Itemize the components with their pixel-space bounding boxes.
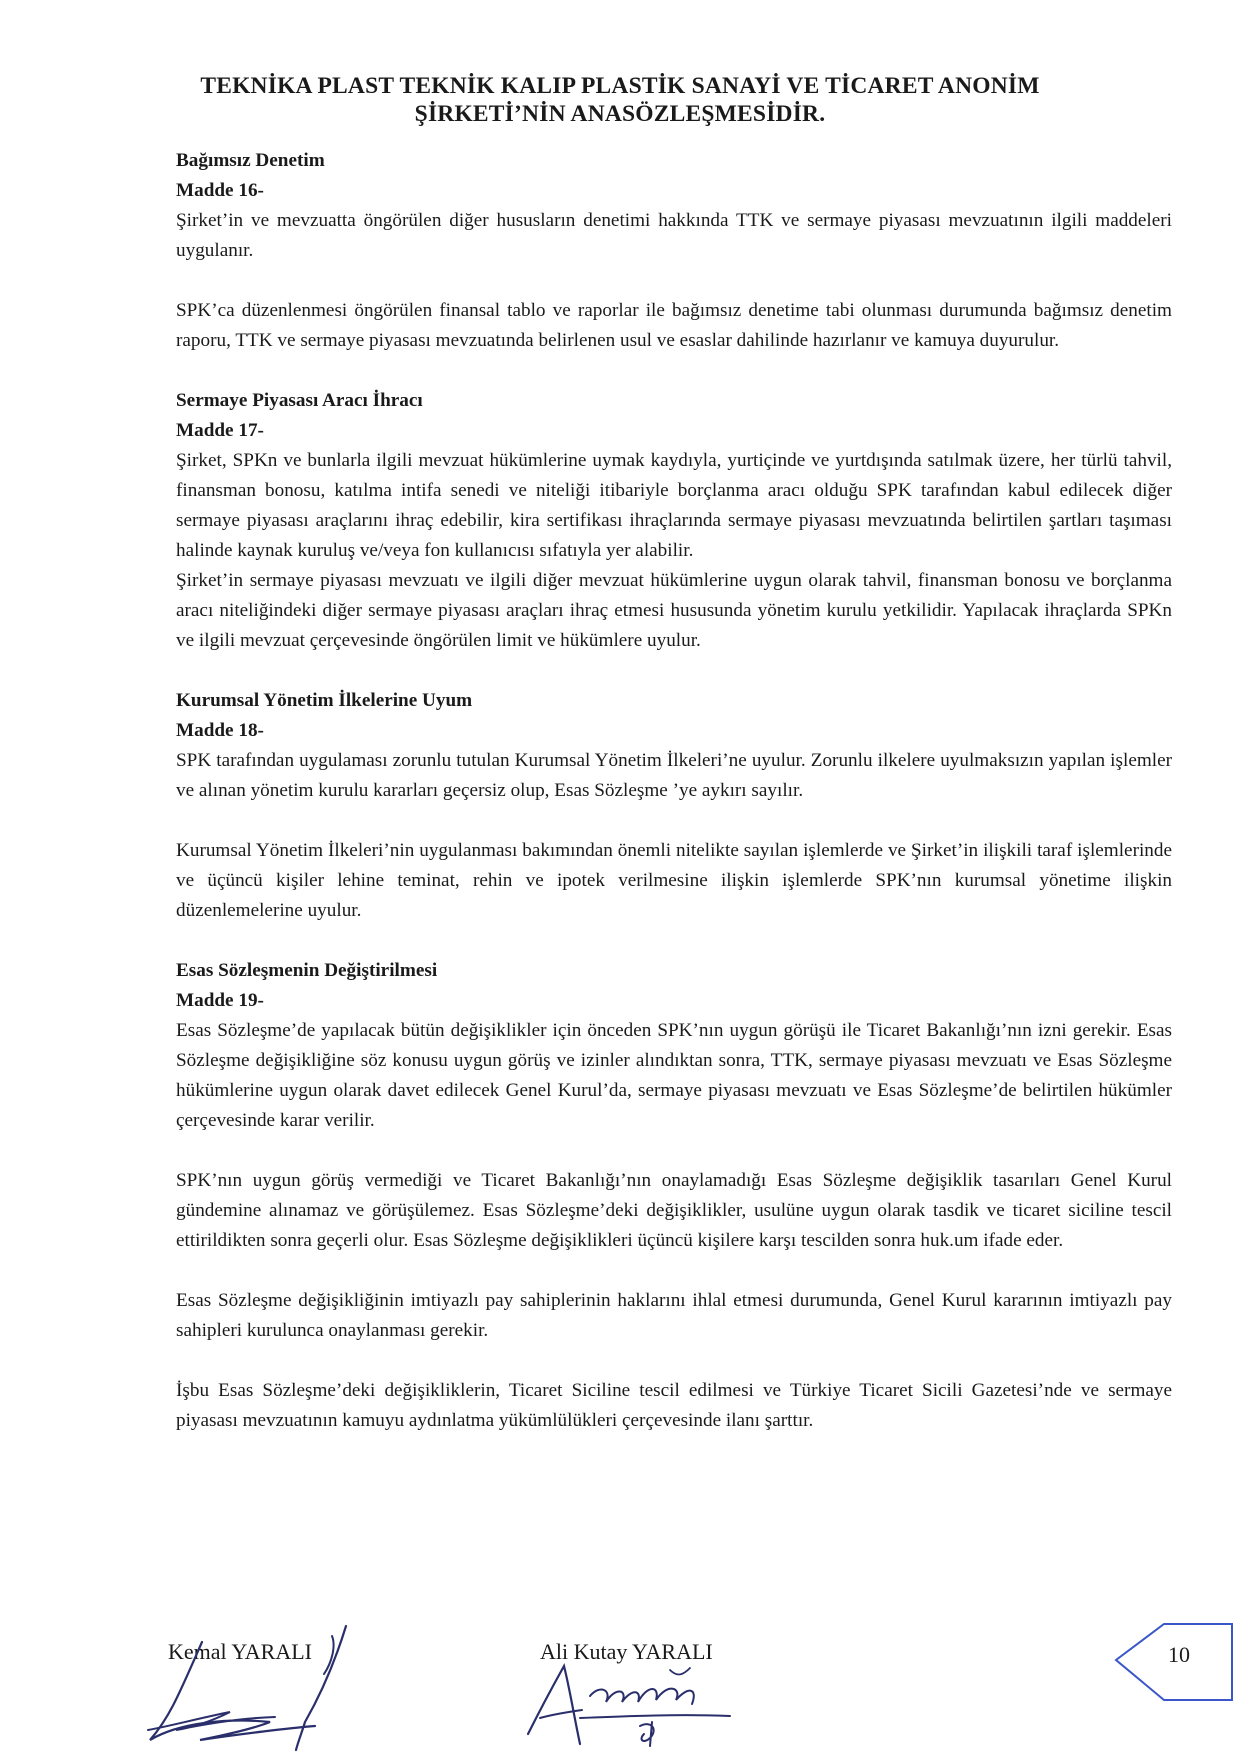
paragraph: Şirket’in ve mevzuatta öngörülen diğer hususların denetimi hakkında TTK ve sermaye piyasası mevzuatının ilgili maddeleri uygulanır. (176, 210, 1172, 261)
section-heading: Bağımsız Denetim (176, 150, 325, 171)
paragraph: Esas Sözleşme değişikliğinin imtiyazlı pay sahiplerinin haklarını ihlal etmesi durumunda, Genel Kurul kararının imtiyazlı pay sahipleri kurulunca onaylanması gerekir. (176, 1290, 1172, 1341)
document-body (176, 146, 1172, 1436)
title-line-1: TEKNİKA PLAST TEKNİK KALIP PLASTİK SANAYİ VE TİCARET ANONİM (200, 73, 1040, 99)
section-heading: Kurumsal Yönetim İlkelerine Uyum (176, 690, 473, 711)
paragraph: SPK tarafından uygulaması zorunlu tutulan Kurumsal Yönetim İlkeleri’ne uyulur. Zorunlu ilkelere uyulmaksızın yapılan işlemler ve alınan yönetim kurulu kararları geçersiz olup, Esas Sözleşme ’ye aykırı sayılır. (176, 750, 1172, 801)
section-article-18 (176, 686, 1172, 926)
page-number: 10 (1168, 1642, 1190, 1667)
paragraph: Esas Sözleşme’de yapılacak bütün değişiklikler için önceden SPK’nın uygun görüşü ile Ticaret Bakanlığı’nın izni gerekir. Esas Sözleşme değişikliğine söz konusu uygun görüş ve izinler alındıktan sonra, TTK, sermaye piyasası mevzuatı ve Esas Sözleşme hükümlerine uygun olarak davet edilecek Genel Kurul’da, sermaye piyasası mevzuatı ve Esas Sözleşme’de belirtilen hükümler çerçevesinde karar verilir. (176, 1020, 1172, 1131)
title-line-2: ŞİRKETİ’NİN ANASÖZLEŞMESİDİR. (414, 101, 826, 127)
article-number: Madde 19- (176, 990, 264, 1011)
paragraph: Şirket, SPKn ve bunlarla ilgili mevzuat hükümlerine uymak kaydıyla, yurtiçinde ve yurtdışında satılmak üzere, her türlü tahvil, finansman bonosu, katılma intifa senedi ve niteliği itibariyle borçlanma aracı olduğu SPK tarafından kabul edilecek diğer sermaye piyasası araçlarını ihraç edebilir, kira sertifikası ihraçlarında sermaye piyasası mevzuatında belirtilen şartları taşıması halinde kaynak kuruluş ve/veya fon kullanıcısı sıfatıyla yer alabilir. (176, 450, 1172, 561)
section-article-16 (176, 146, 1172, 356)
signer-name-2: Ali Kutay YARALI (540, 1639, 713, 1664)
article-number: Madde 17- (176, 420, 264, 441)
paragraph: İşbu Esas Sözleşme’deki değişikliklerin, Ticaret Siciline tescil edilmesi ve Türkiye Ticaret Sicili Gazetesi’nde ve sermaye piyasası mevzuatının kamuyu aydınlatma yükümlülükleri çerçevesinde ilanı şarttır. (176, 1380, 1172, 1431)
section-article-17 (176, 386, 1172, 656)
paragraph: SPK’ca düzenlenmesi öngörülen finansal tablo ve raporlar ile bağımsız denetime tabi olunması durumunda bağımsız denetim raporu, TTK ve sermaye piyasası mevzuatında belirlenen usul ve esaslar dahilinde hazırlanır ve kamuya duyurulur. (176, 300, 1172, 351)
signature-footer (0, 1620, 1240, 1754)
article-number: Madde 16- (176, 180, 264, 201)
paragraph: Kurumsal Yönetim İlkeleri’nin uygulanması bakımından önemli nitelikte sayılan işlemlerde ve Şirket’in ilişkili taraf işlemlerinde ve üçüncü kişiler lehine teminat, rehin ve ipotek verilmesine ilişkin işlemlerde SPK’nın kurumsal yönetime ilişkin düzenlemelerine uyulur. (176, 840, 1172, 921)
document-title (150, 72, 1090, 128)
paragraph: Şirket’in sermaye piyasası mevzuatı ve ilgili diğer mevzuat hükümlerine uygun olarak tahvil, finansman bonosu ve borçlanma aracı niteliğindeki diğer sermaye piyasası araçları ihraç etmesi hususunda yönetim kurulu yetkilidir. Yapılacak ihraçlarda SPKn ve ilgili mevzuat çerçevesinde öngörülen limit ve hükümlere uyulur. (176, 570, 1172, 651)
section-heading: Esas Sözleşmenin Değiştirilmesi (176, 960, 438, 981)
article-number: Madde 18- (176, 720, 264, 741)
signature-2-icon (520, 1660, 750, 1754)
paragraph: SPK’nın uygun görüş vermediği ve Ticaret Bakanlığı’nın onaylamadığı Esas Sözleşme değişiklik tasarıları Genel Kurul gündemine alınamaz ve görüşülemez. Esas Sözleşme’deki değişiklikler, usulüne uygun olarak tasdik ve ticaret siciline tescil ettirildikten sonra geçerli olur. Esas Sözleşme değişiklikleri üçüncü kişilere karşı tescilden sonra huk.um ifade eder. (176, 1170, 1172, 1251)
section-article-19 (176, 956, 1172, 1436)
section-heading: Sermaye Piyasası Aracı İhracı (176, 390, 423, 411)
signature-1-icon (110, 1622, 360, 1754)
signer-name-1: Kemal YARALI (168, 1639, 312, 1664)
